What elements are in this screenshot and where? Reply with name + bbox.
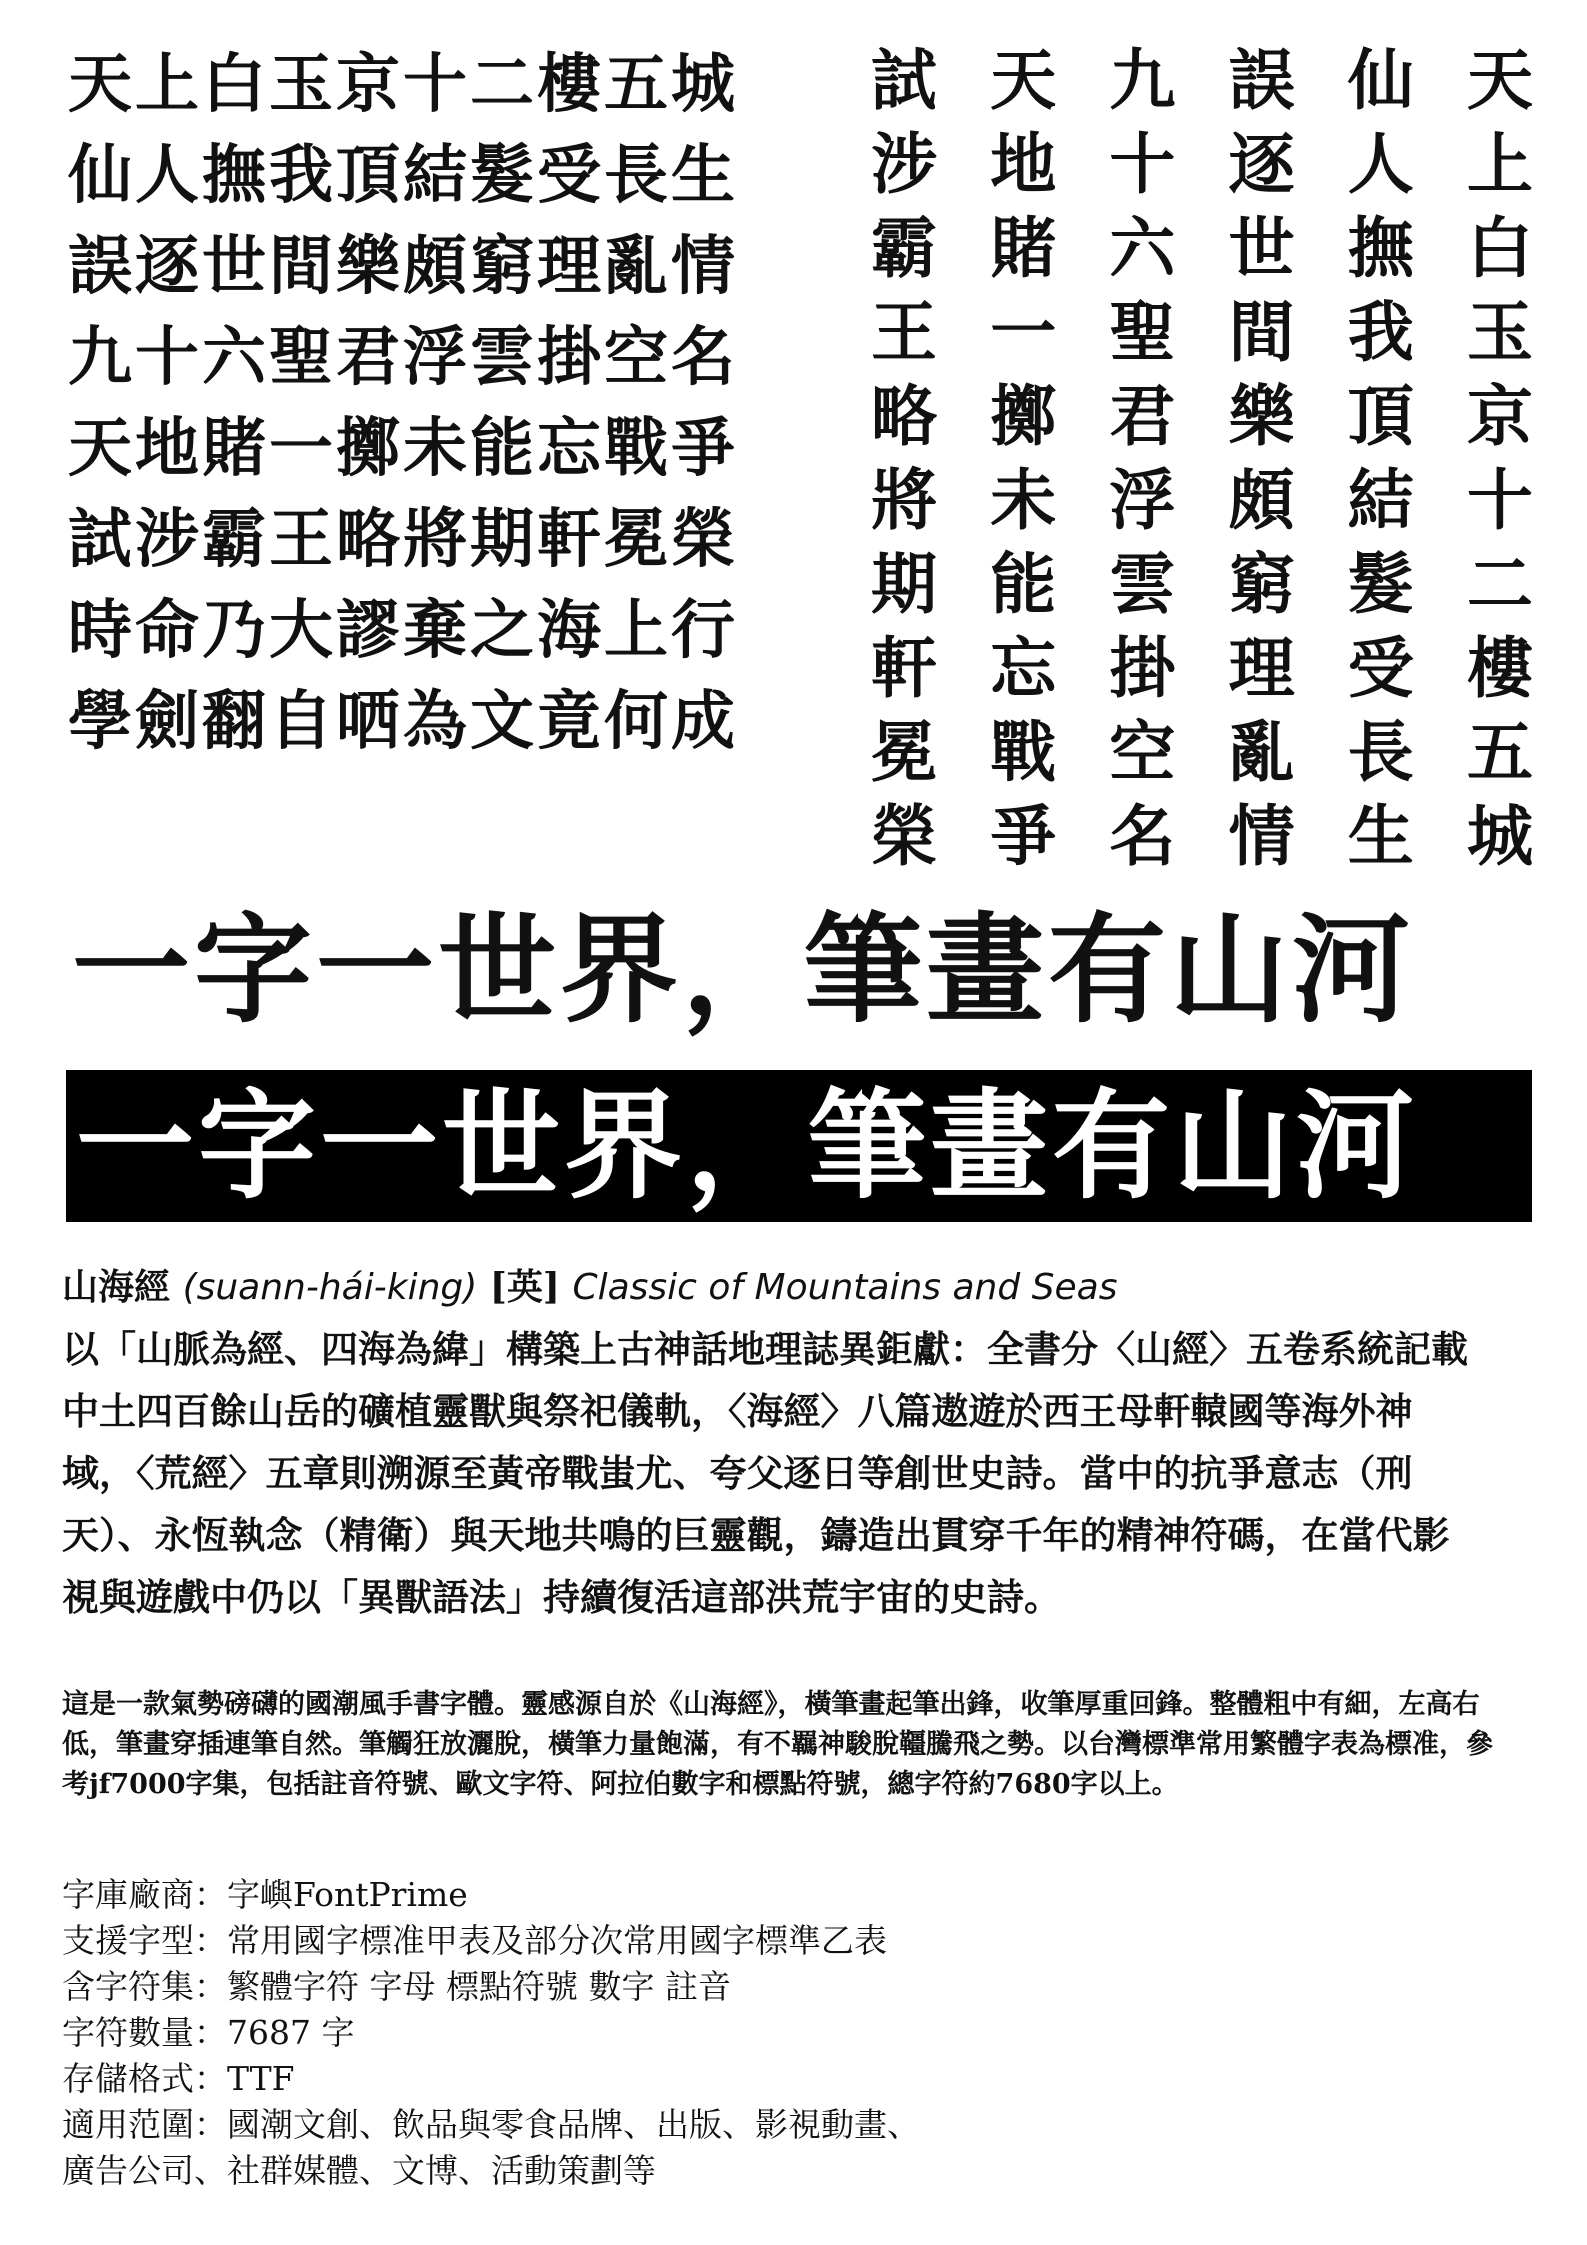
- entry-heading: [62, 1262, 1542, 1313]
- spec-separator: ：: [194, 1967, 227, 2006]
- spec-row-format: [62, 2056, 1162, 2102]
- entry-lang-tag: [英]: [489, 1266, 560, 1308]
- poem-line-8: 學劍翻自哂為文竟何成: [68, 684, 738, 759]
- spec-value: 7687 字: [227, 2013, 355, 2052]
- spec-label: 字庫廠商: [62, 1875, 194, 1914]
- spec-separator: ：: [194, 2013, 227, 2052]
- poem-column-1: 天上白玉京十二樓五城: [1466, 41, 1533, 868]
- spec-label: 字符數量: [62, 2013, 194, 2052]
- slogan-inverse-banner: [66, 1070, 1532, 1222]
- poem-horizontal: [68, 42, 828, 770]
- slogan-inverse: 一字一世界，筆畫有山河: [76, 1076, 1419, 1215]
- poem-line-4: 九十六聖君浮雲掛空名: [68, 320, 738, 395]
- poem-line-7: 時命乃大謬棄之海上行: [68, 593, 738, 668]
- font-description: 這是一款氣勢磅礴的國潮風手書字體。靈感源自於《山海經》，橫筆畫起筆出鋒，收筆厚重回鋒。整體粗中有細，左高右低，筆畫穿插連筆自然。筆觸狂放灑脫，橫筆力量飽滿，有不羈神駿脫韁騰飛之勢。以台灣標準常用繁體字表為標准，參考jf7000字集，包括註音符號、歐文字符、阿拉伯數字和標點符號，總字符約7680字以上。: [62, 1689, 1493, 1800]
- poem-line-2: 仙人撫我頂結髮受長生: [68, 138, 738, 213]
- spec-value: 國潮文創、飲品與零食品牌、出版、影視動畫、廣告公司、社群媒體、文博、活動策劃等: [62, 2105, 920, 2190]
- spec-value: TTF: [227, 2059, 295, 2098]
- spec-value: 繁體字符 字母 標點符號 數字 註音: [227, 1967, 731, 2006]
- entry-english: Classic of Mountains and Seas: [572, 1267, 1118, 1308]
- entry-paragraph: 以「山脈為經、四海為緯」構築上古神話地理誌異鉅獻：全書分〈山經〉五卷系統記載中土四百餘山岳的礦植靈獸與祭祀儀軌，〈海經〉八篇遨遊於西王母軒轅國等海外神域，〈荒經〉五章則溯源至黃帝戰蚩尤、夸父逐日等創世史詩。當中的抗爭意志（刑天）、永恆執念（精衛）與天地共鳴的巨靈觀，鑄造出貫穿千年的精神符碼，在當代影視與遊戲中仍以「異獸語法」持續復活這部洪荒宇宙的史詩。: [62, 1327, 1468, 1619]
- poem-column-5: 天地賭一擲未能忘戰爭: [990, 41, 1057, 868]
- entry-headword: 山海經: [62, 1266, 171, 1308]
- spec-row-count: [62, 2010, 1162, 2056]
- poem-line-1: 天上白玉京十二樓五城: [68, 47, 738, 122]
- slogan-black: 一字一世界，筆畫有山河: [72, 900, 1415, 1039]
- spec-label: 支援字型: [62, 1921, 194, 1960]
- entry-romanization: (suann-hái-king): [182, 1267, 478, 1308]
- spec-row-charset: [62, 1964, 1162, 2010]
- spec-row-support: [62, 1918, 1162, 1964]
- spec-row-vendor: [62, 1872, 1162, 1918]
- spec-list: [62, 1872, 1162, 2194]
- poem-column-6: 試涉霸王略將期軒冕榮: [871, 41, 937, 868]
- spec-row-usage: [62, 2102, 932, 2194]
- poem-line-5: 天地賭一擲未能忘戰爭: [68, 411, 738, 486]
- spec-separator: ：: [194, 2105, 227, 2144]
- spec-separator: ：: [194, 1921, 227, 1960]
- poem-vertical: [862, 38, 1542, 868]
- spec-separator: ：: [194, 2059, 227, 2098]
- poem-line-3: 誤逐世間樂頗窮理亂情: [68, 229, 738, 304]
- poem-column-4: 九十六聖君浮雲掛空名: [1109, 41, 1176, 868]
- poem-line-6: 試涉霸王略將期軒冕榮: [68, 502, 738, 577]
- poem-column-3: 誤逐世間樂頗窮理亂情: [1228, 41, 1295, 868]
- poem-column-2: 仙人撫我頂結髮受長生: [1347, 41, 1414, 868]
- spec-label: 適用范圍: [62, 2105, 194, 2144]
- spec-value: 常用國字標准甲表及部分次常用國字標準乙表: [227, 1921, 887, 1960]
- spec-separator: ：: [194, 1875, 227, 1914]
- spec-label: 存儲格式: [62, 2059, 194, 2098]
- spec-value: 字嶼FontPrime: [227, 1875, 468, 1914]
- spec-label: 含字符集: [62, 1967, 194, 2006]
